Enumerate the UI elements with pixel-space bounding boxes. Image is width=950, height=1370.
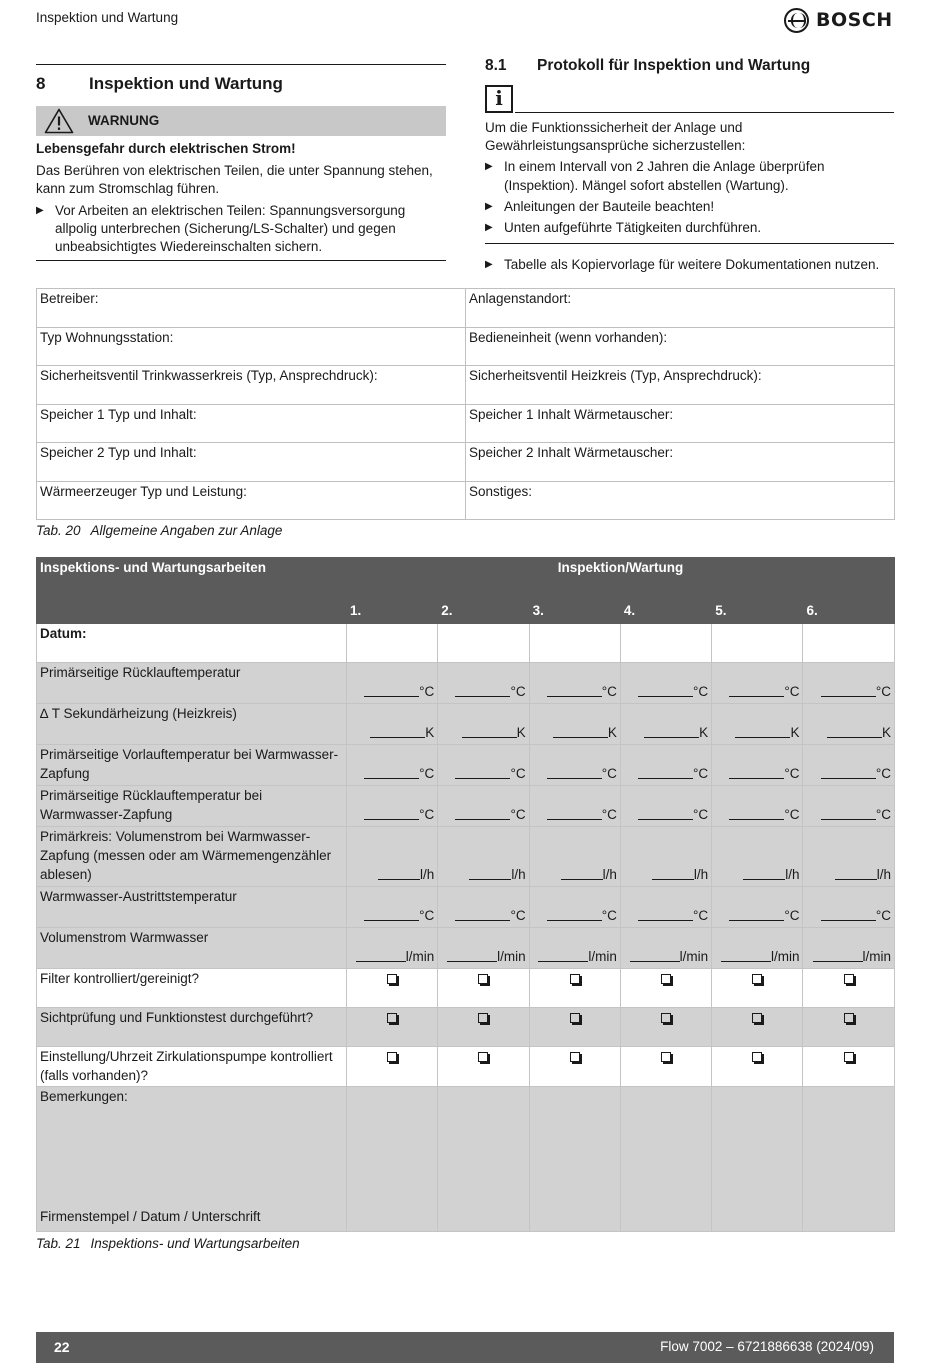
warning-bullet-text: Vor Arbeiten an elektrischen Teilen: Spannungsversorgung allpolig unterbrechen (Sicherung/LS-Schalter) und gegen unbeabsichtigtes Wiedereinschalten sichern. xyxy=(55,202,406,255)
section-title: Inspektion und Wartung xyxy=(89,74,283,93)
table-cell[interactable]: Speicher 2 Typ und Inhalt: xyxy=(37,443,466,482)
checkbox-icon[interactable] xyxy=(844,1013,854,1023)
brand-name: BOSCH xyxy=(816,9,893,31)
subsection-heading xyxy=(485,56,894,77)
date-cell[interactable] xyxy=(438,624,529,663)
measurement-cell[interactable] xyxy=(712,786,803,827)
value-blank[interactable] xyxy=(455,808,510,820)
check-row xyxy=(37,1007,895,1046)
table-cell[interactable]: Wärmeerzeuger Typ und Leistung: xyxy=(37,481,466,520)
measurement-cell[interactable] xyxy=(529,927,620,968)
unit-label: l/min xyxy=(679,948,709,964)
measurement-cell[interactable] xyxy=(803,886,895,927)
value-blank[interactable] xyxy=(821,767,876,779)
date-cell[interactable] xyxy=(803,624,895,663)
check-row xyxy=(37,1046,895,1087)
measurement-cell[interactable] xyxy=(438,827,529,887)
date-row xyxy=(37,624,895,663)
measurement-cell[interactable] xyxy=(803,927,895,968)
unit-label: °C xyxy=(693,907,709,923)
checkbox-icon[interactable] xyxy=(844,1052,854,1062)
checkbox-cell[interactable] xyxy=(438,968,529,1007)
value-blank[interactable] xyxy=(652,868,694,880)
table-row xyxy=(37,289,895,328)
info-text: Um die Funktionssicherheit der Anlage und Gewährleistungsansprüche sicherzustellen: xyxy=(485,119,746,154)
measurement-cell[interactable] xyxy=(438,786,529,827)
date-cell[interactable] xyxy=(347,624,438,663)
measurement-cell[interactable] xyxy=(620,886,711,927)
bosch-armature-icon xyxy=(784,8,809,33)
measurement-cell[interactable] xyxy=(529,704,620,745)
unit-label: °C xyxy=(784,907,800,923)
table-cell[interactable]: Speicher 1 Typ und Inhalt: xyxy=(37,404,466,443)
unit-label: °C xyxy=(419,807,435,823)
unit-label: l/min xyxy=(588,948,617,964)
checkbox-icon[interactable] xyxy=(844,974,854,984)
stamp-label: Firmenstempel / Datum / Unterschrift xyxy=(40,1208,261,1224)
checkbox-icon[interactable] xyxy=(478,1052,488,1062)
checkbox-cell[interactable] xyxy=(803,1046,895,1087)
checkbox-cell[interactable] xyxy=(620,1007,711,1046)
warning-body xyxy=(36,140,446,261)
column-number: 4. xyxy=(620,601,711,624)
measurement-label: Volumenstrom Warmwasser xyxy=(37,927,347,968)
checkbox-cell[interactable] xyxy=(712,1046,803,1087)
warning-title: Lebensgefahr durch elektrischen Strom! xyxy=(36,140,296,156)
unit-label: °C xyxy=(601,907,617,923)
measurement-cell[interactable] xyxy=(347,745,438,786)
value-blank[interactable] xyxy=(644,726,699,738)
table21-caption xyxy=(36,1235,310,1253)
unit-label: °C xyxy=(419,766,435,782)
general-info-table xyxy=(36,288,895,520)
measurement-cell[interactable] xyxy=(803,663,895,704)
measurement-cell[interactable] xyxy=(712,827,803,887)
unit-label: °C xyxy=(875,807,892,823)
unit-label: °C xyxy=(875,684,892,700)
checkbox-cell[interactable] xyxy=(712,1007,803,1046)
value-blank[interactable] xyxy=(721,950,771,962)
info-divider xyxy=(515,112,894,113)
unit-label: °C xyxy=(419,907,435,923)
warning-triangle-icon xyxy=(44,108,74,134)
measurement-label: Primärkreis: Volumenstrom bei Warmwasser-Zapfung (messen oder am Wärmemengenzähler ablesen) xyxy=(37,827,347,887)
checkbox-icon[interactable] xyxy=(661,1013,671,1023)
measurement-cell[interactable] xyxy=(529,886,620,927)
date-label: Datum: xyxy=(37,624,347,663)
value-blank[interactable] xyxy=(835,868,877,880)
value-blank[interactable] xyxy=(455,767,510,779)
unit-label: l/min xyxy=(497,948,526,964)
table-row xyxy=(37,443,895,482)
measurement-label: ∆ T Sekundärheizung (Heizkreis) xyxy=(37,704,347,745)
unit-label: °C xyxy=(510,807,526,823)
page-footer xyxy=(36,1332,894,1363)
remarks-signature-cell[interactable] xyxy=(712,1087,803,1232)
bullet-arrow-icon: ▶ xyxy=(485,161,493,173)
unit-label: l/h xyxy=(876,866,892,882)
value-blank[interactable] xyxy=(364,685,419,697)
value-blank[interactable] xyxy=(469,868,511,880)
subsection-number: 8.1 xyxy=(485,57,507,74)
bullet-arrow-icon: ▶ xyxy=(485,222,493,234)
info-bullet xyxy=(485,158,894,194)
measurement-cell[interactable] xyxy=(712,745,803,786)
value-blank[interactable] xyxy=(813,950,863,962)
value-blank[interactable] xyxy=(821,909,876,921)
page-number: 22 xyxy=(54,1339,70,1356)
measurement-label: Primärseitige Vorlauftemperatur bei Warmwasser-Zapfung xyxy=(37,745,347,786)
unit-label: °C xyxy=(419,684,435,700)
checkbox-cell[interactable] xyxy=(529,968,620,1007)
warning-text: Das Berühren von elektrischen Teilen, die unter Spannung stehen, kann zum Stromschlag führen. xyxy=(36,163,433,197)
unit-label: K xyxy=(790,725,800,741)
remarks-signature-cell[interactable] xyxy=(347,1087,438,1232)
unit-label: K xyxy=(607,725,617,741)
checkbox-icon[interactable] xyxy=(387,1052,397,1062)
measurement-row xyxy=(37,663,895,704)
table-row xyxy=(37,481,895,520)
section-heading xyxy=(36,64,446,96)
measurement-cell[interactable] xyxy=(712,704,803,745)
bullet-arrow-icon: ▶ xyxy=(485,259,493,271)
measurement-label: Primärseitige Rücklauftemperatur xyxy=(37,663,347,704)
measurement-cell[interactable] xyxy=(712,663,803,704)
info-body xyxy=(485,119,894,244)
checkbox-cell[interactable] xyxy=(529,1046,620,1087)
measurement-cell[interactable] xyxy=(620,827,711,887)
measurement-cell[interactable] xyxy=(347,827,438,887)
value-blank[interactable] xyxy=(638,767,693,779)
checkbox-icon[interactable] xyxy=(478,1013,488,1023)
checkbox-cell[interactable] xyxy=(803,1007,895,1046)
table-cell[interactable]: Betreiber: xyxy=(37,289,466,328)
checkbox-icon[interactable] xyxy=(570,974,580,984)
measurement-cell[interactable] xyxy=(438,663,529,704)
remarks-cell[interactable] xyxy=(37,1087,347,1232)
checkbox-cell[interactable] xyxy=(438,1007,529,1046)
unit-label: °C xyxy=(784,766,800,782)
column-header-inspection: Inspektion/Wartung xyxy=(347,558,895,601)
checkbox-icon[interactable] xyxy=(661,974,671,984)
value-blank[interactable] xyxy=(547,767,602,779)
unit-label: K xyxy=(425,725,435,741)
measurement-label: Warmwasser-Austrittstemperatur xyxy=(37,886,347,927)
measurement-row xyxy=(37,886,895,927)
checkbox-icon[interactable] xyxy=(752,1013,762,1023)
measurement-row xyxy=(37,827,895,887)
checkbox-cell[interactable] xyxy=(438,1046,529,1087)
checkbox-cell[interactable] xyxy=(803,968,895,1007)
unit-label: l/min xyxy=(770,948,800,964)
table20-caption xyxy=(36,522,292,540)
unit-label: l/h xyxy=(785,866,800,882)
table21-caption-number: Tab. 21 xyxy=(36,1236,81,1251)
table-cell[interactable]: Sicherheitsventil Trinkwasserkreis (Typ, Ansprechdruck): xyxy=(37,366,466,405)
value-blank[interactable] xyxy=(378,868,420,880)
value-blank[interactable] xyxy=(364,909,419,921)
measurement-cell[interactable] xyxy=(620,663,711,704)
value-blank[interactable] xyxy=(827,726,882,738)
value-blank[interactable] xyxy=(729,767,784,779)
value-blank[interactable] xyxy=(553,726,608,738)
inspection-table xyxy=(36,557,895,1232)
measurement-cell[interactable] xyxy=(347,663,438,704)
unit-label: °C xyxy=(693,807,709,823)
unit-label: °C xyxy=(510,907,526,923)
running-header: Inspektion und Wartung xyxy=(36,10,179,25)
measurement-cell[interactable] xyxy=(438,927,529,968)
table21-caption-text: Inspektions- und Wartungsarbeiten xyxy=(90,1236,300,1251)
table-row xyxy=(37,366,895,405)
remarks-signature-cell[interactable] xyxy=(438,1087,529,1232)
value-blank[interactable] xyxy=(638,808,693,820)
info-bullet xyxy=(485,219,894,237)
checkbox-cell[interactable] xyxy=(529,1007,620,1046)
unit-label: °C xyxy=(875,907,892,923)
measurement-cell[interactable] xyxy=(620,927,711,968)
warning-bullet xyxy=(36,202,446,257)
unit-label: l/h xyxy=(420,866,435,882)
measurement-cell[interactable] xyxy=(803,704,895,745)
unit-label: l/h xyxy=(602,866,617,882)
unit-label: °C xyxy=(784,684,800,700)
unit-label: l/min xyxy=(862,948,892,964)
unit-label: l/min xyxy=(405,948,435,964)
bullet-arrow-icon: ▶ xyxy=(36,204,44,216)
bosch-logo xyxy=(784,8,893,34)
checkbox-cell[interactable] xyxy=(620,968,711,1007)
value-blank[interactable] xyxy=(743,868,785,880)
section-number: 8 xyxy=(36,74,46,93)
checkbox-icon[interactable] xyxy=(752,974,762,984)
unit-label: °C xyxy=(693,766,709,782)
unit-label: K xyxy=(699,725,709,741)
unit-label: °C xyxy=(875,766,892,782)
checkbox-cell[interactable] xyxy=(620,1046,711,1087)
unit-label: °C xyxy=(601,766,617,782)
unit-label: K xyxy=(882,725,892,741)
value-blank[interactable] xyxy=(638,685,693,697)
measurement-cell[interactable] xyxy=(438,886,529,927)
value-blank[interactable] xyxy=(364,808,419,820)
checkbox-icon[interactable] xyxy=(387,1013,397,1023)
table20-caption-number: Tab. 20 xyxy=(36,523,81,538)
measurement-row xyxy=(37,745,895,786)
info-bullet-text: In einem Intervall von 2 Jahren die Anlage überprüfen (Inspektion). Mängel sofort abstellen (Wartung). xyxy=(504,159,825,193)
value-blank[interactable] xyxy=(729,685,784,697)
measurement-cell[interactable] xyxy=(803,786,895,827)
measurement-cell[interactable] xyxy=(438,704,529,745)
table-cell[interactable]: Sicherheitsventil Heizkreis (Typ, Ansprechdruck): xyxy=(466,366,895,405)
remarks-signature-cell[interactable] xyxy=(803,1087,895,1232)
remarks-row xyxy=(37,1087,895,1232)
copy-template-bullet xyxy=(485,256,894,274)
warning-label: WARNUNG xyxy=(88,112,160,128)
measurement-cell[interactable] xyxy=(803,745,895,786)
value-blank[interactable] xyxy=(455,909,510,921)
checkbox-icon[interactable] xyxy=(661,1052,671,1062)
measurement-cell[interactable] xyxy=(620,745,711,786)
measurement-cell[interactable] xyxy=(529,663,620,704)
value-blank[interactable] xyxy=(547,808,602,820)
value-blank[interactable] xyxy=(729,909,784,921)
unit-label: °C xyxy=(601,807,617,823)
document-info: Flow 7002 – 6721886638 (2024/09) xyxy=(660,1339,874,1355)
check-label: Sichtprüfung und Funktionstest durchgeführt? xyxy=(37,1007,347,1046)
column-number: 2. xyxy=(438,601,529,624)
measurement-cell[interactable] xyxy=(712,886,803,927)
column-number: 3. xyxy=(529,601,620,624)
value-blank[interactable] xyxy=(630,950,680,962)
checkbox-cell[interactable] xyxy=(347,1007,438,1046)
unit-label: °C xyxy=(510,766,526,782)
value-blank[interactable] xyxy=(547,909,602,921)
check-label: Filter kontrolliert/gereinigt? xyxy=(37,968,347,1007)
value-blank[interactable] xyxy=(638,909,693,921)
measurement-cell[interactable] xyxy=(347,886,438,927)
table-row xyxy=(37,404,895,443)
unit-label: l/h xyxy=(511,866,526,882)
column-number: 5. xyxy=(712,601,803,624)
measurement-cell[interactable] xyxy=(803,827,895,887)
unit-label: K xyxy=(516,725,526,741)
column-number: 6. xyxy=(803,601,895,624)
date-cell[interactable] xyxy=(529,624,620,663)
remarks-signature-cell[interactable] xyxy=(529,1087,620,1232)
table-row xyxy=(37,327,895,366)
measurement-label: Primärseitige Rücklauftemperatur bei Warmwasser-Zapfung xyxy=(37,786,347,827)
warning-bar xyxy=(36,106,446,136)
unit-label: °C xyxy=(693,684,709,700)
measurement-cell[interactable] xyxy=(620,704,711,745)
value-blank[interactable] xyxy=(561,868,603,880)
measurement-cell[interactable] xyxy=(347,704,438,745)
value-blank[interactable] xyxy=(462,726,517,738)
subsection-title: Protokoll für Inspektion und Wartung xyxy=(537,57,811,74)
info-bullet-text: Anleitungen der Bauteile beachten! xyxy=(504,198,715,214)
date-cell[interactable] xyxy=(712,624,803,663)
unit-label: l/h xyxy=(693,866,709,882)
value-blank[interactable] xyxy=(364,767,419,779)
checkbox-icon[interactable] xyxy=(387,974,397,984)
table-cell[interactable]: Sonstiges: xyxy=(466,481,895,520)
value-blank[interactable] xyxy=(356,950,406,962)
copy-template-text: Tabelle als Kopiervorlage für weitere Dokumentationen nutzen. xyxy=(504,257,880,273)
remarks-label: Bemerkungen: xyxy=(40,1089,128,1105)
info-bullet-text: Unten aufgeführte Tätigkeiten durchführen. xyxy=(504,220,762,236)
table-cell[interactable]: Typ Wohnungsstation: xyxy=(37,327,466,366)
table-cell[interactable]: Speicher 2 Inhalt Wärmetauscher: xyxy=(466,443,895,482)
check-row xyxy=(37,968,895,1007)
measurement-cell[interactable] xyxy=(529,786,620,827)
unit-label: °C xyxy=(601,684,617,700)
remarks-signature-cell[interactable] xyxy=(620,1087,711,1232)
value-blank[interactable] xyxy=(735,726,790,738)
table20-caption-text: Allgemeine Angaben zur Anlage xyxy=(90,523,283,538)
checkbox-icon[interactable] xyxy=(570,1052,580,1062)
left-column xyxy=(36,64,446,261)
value-blank[interactable] xyxy=(821,685,876,697)
measurement-cell[interactable] xyxy=(438,745,529,786)
date-cell[interactable] xyxy=(620,624,711,663)
info-row xyxy=(485,85,894,113)
measurement-cell[interactable] xyxy=(347,927,438,968)
column-header-tasks: Inspektions- und Wartungsarbeiten xyxy=(37,558,347,624)
measurement-cell[interactable] xyxy=(529,745,620,786)
right-column xyxy=(485,56,894,274)
measurement-row xyxy=(37,704,895,745)
value-blank[interactable] xyxy=(447,950,497,962)
unit-label: °C xyxy=(784,807,800,823)
measurement-row xyxy=(37,927,895,968)
measurement-cell[interactable] xyxy=(712,927,803,968)
checkbox-icon[interactable] xyxy=(752,1052,762,1062)
checkbox-icon[interactable] xyxy=(570,1013,580,1023)
bullet-arrow-icon: ▶ xyxy=(485,200,493,212)
value-blank[interactable] xyxy=(370,726,425,738)
value-blank[interactable] xyxy=(729,808,784,820)
checkbox-cell[interactable] xyxy=(347,1046,438,1087)
column-number: 1. xyxy=(347,601,438,624)
value-blank[interactable] xyxy=(547,685,602,697)
value-blank[interactable] xyxy=(455,685,510,697)
checkbox-cell[interactable] xyxy=(712,968,803,1007)
table-cell[interactable]: Bedieneinheit (wenn vorhanden): xyxy=(466,327,895,366)
checkbox-icon[interactable] xyxy=(478,974,488,984)
table-header-row xyxy=(37,558,895,601)
measurement-row xyxy=(37,786,895,827)
measurement-cell[interactable] xyxy=(347,786,438,827)
checkbox-cell[interactable] xyxy=(347,968,438,1007)
value-blank[interactable] xyxy=(538,950,588,962)
measurement-cell[interactable] xyxy=(529,827,620,887)
unit-label: °C xyxy=(510,684,526,700)
info-bullet xyxy=(485,198,894,216)
value-blank[interactable] xyxy=(821,808,876,820)
check-label: Einstellung/Uhrzeit Zirkulationspumpe kontrolliert (falls vorhanden)? xyxy=(37,1046,347,1087)
measurement-cell[interactable] xyxy=(620,786,711,827)
table-cell[interactable]: Speicher 1 Inhalt Wärmetauscher: xyxy=(466,404,895,443)
info-icon: i xyxy=(485,85,513,113)
table-cell[interactable]: Anlagenstandort: xyxy=(466,289,895,328)
